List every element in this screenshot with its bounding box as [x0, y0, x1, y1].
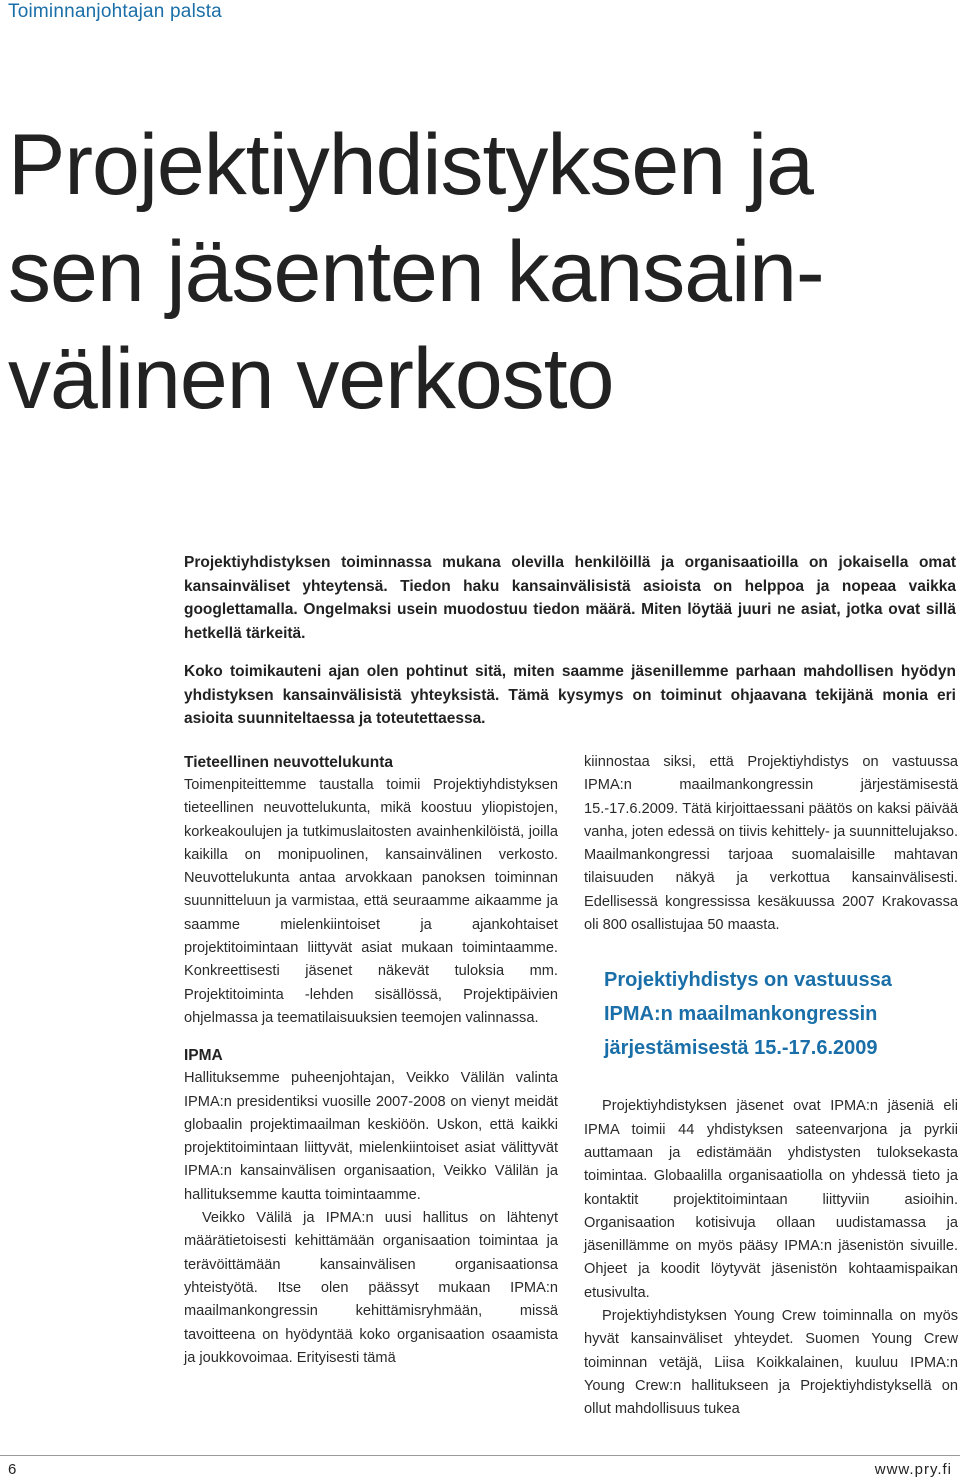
- pull-quote-line: IPMA:n maailmankongressin: [604, 1003, 878, 1026]
- body-paragraph: Veikko Välilä ja IPMA:n uusi hallitus on lähtenyt määrätietoisesti kehittämään organisaation toimintaa ja terävöittämään kansainvälisen organisaationsa yhteistyötä. Itse olen päässyt mukaan IPMA:n maailmankongressin kehittämisryhmään, missä tavoitteena on hyödyntää koko organisaation osaamista ja joukkovoimaa. Erityisesti tämä: [184, 1210, 558, 1366]
- body-paragraph: Projektiyhdistyksen Young Crew toiminnalla on myös hyvät kansainväliset yhteydet. Suomen Young Crew toiminnan vetäjä, Liisa Koikkalainen, kuuluu IPMA:n Young Crew:n hallitukseen ja Projektiyhdistyksellä on ollut mahdollisuus tukea: [584, 1308, 958, 1418]
- right-column: [584, 751, 958, 1422]
- pull-quote-line: Projektiyhdistys on vastuussa: [604, 969, 892, 992]
- body-paragraph: Hallituksemme puheenjohtajan, Veikko Välilän valinta IPMA:n presidentiksi vuosille 2007-2008 on vienyt meidät globaalin projektimaailman keskiöön. Uskon, että kaikki projektitoimintaan liittyvät, mielenkiintoiset asiat välittyvät IPMA:n kansainvälisen organisaation, Veikko Välilän ja hallituksemme kautta toimintaamme.: [184, 1070, 558, 1203]
- subheading-scientific-council: Tieteellinen neuvottelukunta: [184, 754, 394, 771]
- body-paragraph: Toimenpiteittemme taustalla toimii Projektiyhdistyksen tieteellinen neuvottelukunta, mikä koostuu yliopistojen, korkeakoulujen ja tutkimuslaitosten avainhenkilöistä, joilla kaikilla on monipuolinen, kansainvälinen verkosto. Neuvottelukunta antaa arvokkaan panoksen toiminnan suunnitteluun ja varmistaa, että seuraamme aikaamme ja saamme mielenkiintoiset ja ajankohtaiset projektitoimintaan liittyvät asiat mukaan toimintaamme. Konkreettisesti jäsenet näkevät tuloksia mm. Projektitoiminta -lehden sisällössä, Projektipäivien ohjelmassa ja teematilaisuuksien teemojen valinnassa.: [184, 777, 558, 1026]
- headline-line: Projektiyhdistyksen ja: [8, 117, 813, 213]
- body-paragraph: kiinnostaa siksi, että Projektiyhdistys on vastuussa IPMA:n maailmankongressin järjestämisestä 15.-17.6.2009. Tätä kirjoittaessani päätös on kaksi päivää vanha, joten edessä on tiivis kehittely- ja suunnittelujakso. Maailmankongressi tarjoaa suomalaisille mahtavan tilaisuuden näkyä ja verkottua kansainvälisesti. Edellisessä kongressissa kesäkuussa 2007 Krakovassa oli 800 osallistujaa 50 maasta.: [584, 754, 958, 934]
- header-bar: [0, 0, 960, 26]
- lead-paragraphs: [184, 551, 956, 746]
- subheading-ipma: IPMA: [184, 1047, 223, 1065]
- pull-quote: [604, 963, 958, 1065]
- page-number: 6: [8, 1461, 17, 1478]
- left-column: [184, 751, 558, 1370]
- section-label: Toiminnanjohtajan palsta: [8, 1, 222, 22]
- headline-line: välinen verkosto: [8, 331, 614, 427]
- headline-line: sen jäsenten kansain-: [8, 224, 824, 320]
- lead-paragraph: Projektiyhdistyksen toiminnassa mukana olevilla henkilöillä ja organisaatioilla on jokaisella omat kansainväliset yhteytensä. Tiedon haku kansainvälisistä asioista on helppoa ja nopeaa vaikka googlettamalla. Ongelmaksi usein muodostuu tiedon määrä. Miten löytää juuri ne asiat, jotka ovat sillä hetkellä tärkeitä.: [184, 554, 956, 642]
- footer-divider: [0, 1455, 960, 1456]
- lead-paragraph: Koko toimikauteni ajan olen pohtinut sitä, miten saamme jäsenillemme parhaan mahdollisen hyödyn yhdistyksen kansainvälisistä yhteyksistä. Tämä kysymys on toiminut ohjaavana tekijänä monia eri asioita suunniteltaessa ja toteutettaessa.: [184, 663, 956, 727]
- pull-quote-line: järjestämisestä 15.-17.6.2009: [604, 1037, 878, 1060]
- article-headline: [8, 112, 948, 433]
- body-paragraph: Projektiyhdistyksen jäsenet ovat IPMA:n jäseniä eli IPMA toimii 44 yhdistyksen sateenvarjona ja pyrkii auttamaan ja edistämään yhdistysten tuloksekasta toimintaa. Globaalilla organisaatiolla on yhdessä tieto ja kontaktit projektitoimintaan liittyviin asioihin. Organisaation kotisivuja ollaan uudistamassa ja jäsenillämme on myös pääsy IPMA:n jäsenistön sivuille. Ohjeet ja koodit löytyvät jäsenistön kohtaamispaikan etusivulta.: [584, 1098, 958, 1301]
- site-url: www.pry.fi: [874, 1461, 952, 1478]
